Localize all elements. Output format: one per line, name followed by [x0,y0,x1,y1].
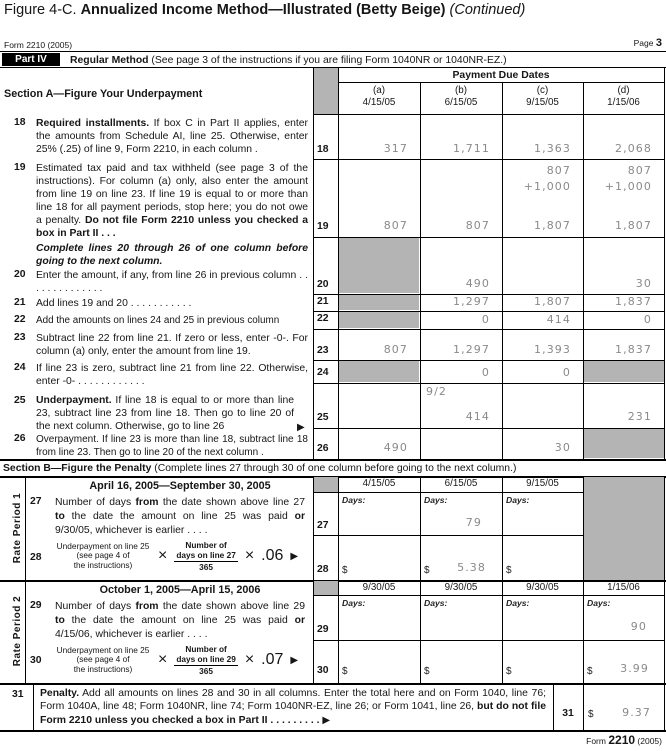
rowbox-21: 21 [317,296,329,307]
rowbox-23: 23 [317,345,329,356]
cell-19c-note1: 807 [546,164,571,177]
figure-title-main: Annualized Income Method—Illustrated (Betty Beige) [80,2,446,18]
fraction-denominator: 365 [199,666,213,676]
line-28-f1: Underpayment on line 25 [56,540,150,551]
col-a-letter: (a) [373,85,385,96]
shaded-cell [584,429,664,458]
line-31-bold2: but do not file Form 2210 unless you checked a box in Part II [40,701,546,726]
cell-24c: 0 [562,366,571,379]
line-25-bold: Underpayment. [36,395,112,406]
line-18-bold: Required installments. [36,118,150,129]
grid-line [313,311,664,312]
col-b-date: 6/15/05 [444,96,478,108]
column-header-a [338,85,420,108]
fraction-numerator-2: days on line 27 [176,550,236,560]
line-23-number: 23 [14,332,26,343]
shaded-cell [339,312,419,328]
line-30-left-text [55,646,151,675]
grid-line [313,595,664,596]
col-a-date: 4/15/05 [362,96,396,108]
grid-line [583,683,584,730]
days-label-27b: Days: [424,495,448,505]
rowbox-19: 19 [317,221,329,232]
figure-title-continued: (Continued) [449,2,526,18]
grid-line [338,476,339,683]
part-iv-note: (See page 3 of the instructions if you are filing Form 1040NR or 1040NR-EZ.) [151,55,507,66]
grid-line [338,67,339,459]
line-21-number: 21 [14,297,26,308]
rate-period-2-label: Rate Period 2 [12,595,23,667]
cell-21b: 1,297 [453,295,490,308]
line-29-number: 29 [30,600,42,611]
grid-line [313,159,664,160]
fraction-numerator-1: Number of [185,644,227,654]
line-20-number: 20 [14,269,26,280]
line-30-fraction [174,644,237,676]
rowbox-24: 24 [317,367,329,378]
divider [0,51,666,52]
cell-21c: 1,807 [534,295,571,308]
form-id: Form 2210 (2005) [4,40,73,50]
line-22-number: 22 [14,314,26,325]
grid-line [313,428,664,429]
section-a-heading: Section A—Figure Your Underpayment [4,88,203,100]
line-26-number: 26 [14,433,26,444]
line-27-seg: Number of days [55,497,136,508]
cell-26a: 490 [383,441,408,454]
section-divider [0,459,666,461]
rowbox-20: 20 [317,279,329,290]
grid-line [553,683,554,730]
dollar-28b: $ [424,565,430,576]
line-28-rate: .06 [261,547,284,564]
grid-line [502,476,503,683]
section-b-heading [3,462,516,475]
grid-line [313,329,664,330]
line-24-number: 24 [14,362,26,373]
line-25-arrow-icon: ▶ [297,422,305,433]
rate-period-2-range: October 1, 2005—April 15, 2006 [99,584,261,596]
cell-19b: 807 [465,219,490,232]
shaded-cell [314,477,338,492]
days-label-29d: Days: [587,598,611,608]
cell-20d: 30 [635,277,652,290]
column-header-d [583,85,664,108]
line-24-description: If line 23 is zero, subtract line 21 from line 22. Otherwise, enter -0- . . . . . . . . . . . . [36,363,308,387]
lines-20-26-note: Complete lines 20 through 26 of one column before going to the next column. [36,243,308,267]
page-word: Page [633,38,654,48]
line-29-bold: or [294,614,305,626]
rowbox-27: 27 [317,520,329,531]
fraction-numerator-1: Number of [185,540,227,550]
cell-23b: 1,297 [453,343,490,356]
grid-line [583,82,584,459]
line-31-description [40,687,546,727]
line-26-description: Overpayment. If line 23 is more than line 18, subtract line 18 from line 23. Then go to line 20 of the next column . [36,434,308,458]
line-28-formula [55,540,307,572]
line-30-f3: the instructions) [73,663,133,674]
cell-28b: 5.38 [457,561,486,574]
days-label-29b: Days: [424,598,448,608]
grid-line [313,476,314,683]
line-31-arrow-icon: ▶ [322,714,331,726]
shaded-cell [339,295,419,310]
col-c-date: 9/15/05 [526,96,559,108]
rate-period-1-label: Rate Period 1 [12,492,23,564]
figure-title [4,4,525,17]
cell-24b: 0 [481,366,490,379]
column-header-b [420,85,502,108]
cell-19c-note2: +1,000 [523,180,571,193]
grid-line [313,67,314,459]
dollar-30b: $ [424,666,430,677]
line-18-description [36,117,308,156]
cell-25d: 231 [627,410,652,423]
payment-due-dates-header: Payment Due Dates [452,70,550,81]
footer-year: (2005) [637,736,662,746]
multiply-icon: × [158,651,168,668]
line-18-number: 18 [14,117,26,128]
multiply-icon: × [158,547,168,564]
cell-22b: 0 [481,313,490,326]
dollar-30c: $ [506,666,512,677]
line-30-rate: .07 [261,651,284,668]
line-28-left-text [55,542,151,571]
line-31-dots: . . . . . . . . . [267,714,323,726]
shaded-cell [314,68,338,114]
grid-line [313,535,583,536]
footer-form-word: Form [586,736,606,746]
rp2-date-a: 9/30/05 [362,582,396,593]
line-19-number: 19 [14,162,26,173]
days-label-27a: Days: [342,495,366,505]
multiply-icon: × [244,651,255,668]
grid-line [25,476,26,683]
line-27-bold: to [55,510,65,522]
cell-18a: 317 [383,142,408,155]
line-20-description: Enter the amount, if any, from line 26 in previous column . . . . . . . . . . . . . . [36,270,308,294]
grid-line [313,360,664,361]
line-30-number: 30 [30,655,42,666]
line-29-bold: from [135,601,159,612]
line-27-description [55,496,305,537]
cell-20b: 490 [465,277,490,290]
section-divider [0,683,666,685]
cell-26c: 30 [554,441,571,454]
col-b-letter: (b) [455,85,467,96]
grid-line [313,383,664,384]
grid-line [33,683,34,730]
shaded-cell [339,361,419,382]
dollar-28c: $ [506,565,512,576]
shaded-cell [584,477,664,580]
cell-25b: 414 [465,410,490,423]
rp1-date-c: 9/15/05 [526,478,559,489]
line-29-seg: 4/15/06, whichever is earlier . . . . [55,628,208,640]
cell-23a: 807 [383,343,408,356]
part-iv-badge: Part IV [2,53,60,66]
cell-22c: 414 [546,313,571,326]
line-19-description [36,162,308,240]
part-iv-title: Regular Method [70,55,149,66]
fraction-denominator: 365 [199,562,213,572]
cell-23c: 1,393 [534,343,571,356]
cell-19d-note2: +1,000 [604,180,652,193]
grid-line [313,114,664,115]
form-footer [586,734,662,748]
cell-29d: 90 [630,620,647,633]
line-25-text: If line 18 is equal to or more than line 23, subtract line 23 from line 18. Then go to line 20 of the next column. Otherwise, go to line 26 [36,395,294,432]
cell-19d-note1: 807 [627,164,652,177]
rowbox-22: 22 [317,313,329,324]
column-header-c [502,85,583,108]
grid-line [664,476,665,683]
page-num: 3 [655,37,662,49]
line-27-bold: from [135,497,159,508]
rp1-date-a: 4/15/05 [362,478,396,489]
line-29-seg: the date shown above line 29 [158,601,305,612]
cell-22d: 0 [643,313,652,326]
part-iv-heading [70,54,507,67]
line-19-bold: Do not file Form 2210 unless you checked a box in Part II . . . [36,215,308,239]
line-29-description [55,600,305,641]
cell-19a: 807 [383,219,408,232]
days-label-27c: Days: [506,495,530,505]
col-d-letter: (d) [617,85,630,96]
cell-18b: 1,711 [453,142,490,155]
cell-19c: 1,807 [534,219,571,232]
grid-line [338,82,664,83]
rate-period-1-range: April 16, 2005—September 30, 2005 [89,480,271,492]
rowbox-31: 31 [562,708,574,719]
line-31-bold1: Penalty. [40,688,80,699]
line-28-arrow-icon: ▶ [290,550,299,562]
bottom-rule [0,730,666,732]
cell-19d: 1,807 [615,219,652,232]
line-28-fraction [174,540,237,572]
col-c-letter: (c) [536,85,549,96]
cell-18c: 1,363 [534,142,571,155]
grid-line [313,492,583,493]
grid-line [420,82,421,459]
line-27-seg: the date the amount on line 25 was paid [64,510,295,522]
grid-line [313,640,664,641]
cell-25b-date-note: 9/2 [426,385,448,398]
rowbox-26: 26 [317,443,329,454]
fraction-numerator-2: days on line 29 [176,654,236,664]
line-19-text: Estimated tax paid and tax withheld (see page 3 of the instructions). For column (a) only, also enter the amount from line 19 on line 23. If line 19 is equal to or more than line 18 for all payment periods, stop here; you do not owe a penalty. [36,163,308,226]
grid-line [583,476,584,683]
line-28-f2: (see page 4 of [76,550,130,561]
col-d-date: 1/15/06 [607,96,640,108]
cell-18d: 2,068 [615,142,652,155]
line-27-seg: 9/30/05, whichever is earlier . . . . [55,524,208,536]
line-23-description: Subtract line 22 from line 21. If zero or less, enter -0-. For column (a) only, enter the amount from line 19. [36,333,308,357]
line-27-seg: the date shown above line 27 [158,497,305,508]
grid-line [313,237,664,238]
shaded-cell [339,238,419,293]
rowbox-30: 30 [317,665,329,676]
line-30-arrow-icon: ▶ [290,654,299,666]
dollar-31: $ [588,709,594,720]
grid-line [664,67,665,459]
days-label-29c: Days: [506,598,530,608]
dollar-28a: $ [342,565,348,576]
line-18-text: If box C in Part II applies, enter the amounts from Schedule AI, line 25. Otherwise, enter 25% (.25) of line 9, Form 2210, in each column . [36,118,308,155]
cell-31-penalty: 9.37 [622,706,651,719]
rp2-date-c: 9/30/05 [526,582,559,593]
line-31-number: 31 [12,689,24,700]
line-29-seg: the date the amount on line 25 was paid [64,614,295,626]
section-b-heading-bold: Section B—Figure the Penalty [3,463,152,474]
line-28-f3: the instructions) [73,559,133,570]
footer-form-number: 2210 [608,733,636,747]
multiply-icon: × [244,547,255,564]
cell-23d: 1,837 [615,343,652,356]
rowbox-29: 29 [317,624,329,635]
line-22-description: Add the amounts on lines 24 and 25 in previous column [36,315,280,326]
line-27-number: 27 [30,496,42,507]
section-b-heading-rest: (Complete lines 27 through 30 of one column before going to the next column.) [151,463,517,474]
rp2-date-b: 9/30/05 [444,582,478,593]
figure-title-prefix: Figure 4-C. [4,2,77,18]
line-30-formula [55,644,307,676]
rowbox-25: 25 [317,412,329,423]
cell-30d: 3.99 [620,662,649,675]
line-30-f2: (see page 4 of [76,654,130,665]
cell-21d: 1,837 [615,295,652,308]
dollar-30d: $ [587,666,593,677]
line-31-text: Add all amounts on lines 28 and 30 in all columns. Enter the total here and on Form 1040, line 76; Form 1040A, line 48; Form 1040NR, line 74; Form 1040NR-EZ, line 26; or Form 1041, line 26, [40,688,546,713]
shaded-cell [584,361,664,382]
line-27-bold: or [294,510,305,522]
line-21-description: Add lines 19 and 20 . . . . . . . . . . . [36,298,192,309]
cell-27b: 79 [465,516,482,529]
dollar-30a: $ [342,666,348,677]
line-29-bold: to [55,614,65,626]
page-number [634,37,662,50]
line-30-f1: Underpayment on line 25 [56,644,150,655]
days-label-29a: Days: [342,598,366,608]
line-25-number: 25 [14,395,26,406]
rowbox-18: 18 [317,144,329,155]
rowbox-28: 28 [317,564,329,575]
shaded-cell [314,581,338,595]
rp1-date-b: 6/15/05 [444,478,478,489]
rp2-date-d: 1/15/06 [607,582,640,593]
grid-line [502,82,503,459]
line-28-number: 28 [30,552,42,563]
line-25-description [36,395,294,434]
grid-line [420,476,421,683]
line-29-seg: Number of days [55,601,136,612]
grid-line [664,683,665,730]
